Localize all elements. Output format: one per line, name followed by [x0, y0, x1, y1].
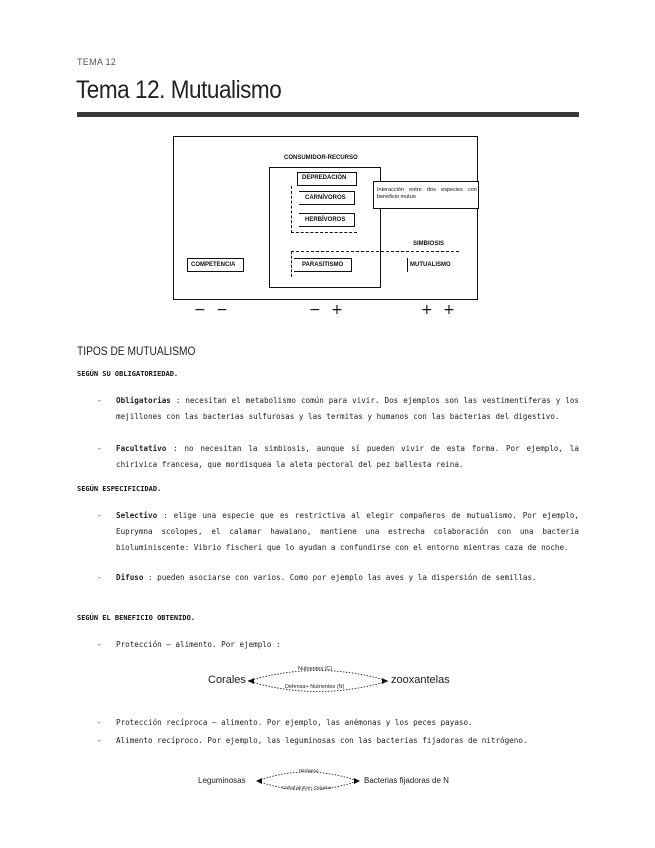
bullet-dash: -	[97, 444, 102, 453]
bullet-dash: -	[97, 573, 102, 582]
item-text: : no necesitan la simbiosis, aunque sí pueden vivir de esta forma. Por ejemplo, la chirivica francesa, que mordisquea la aleta pectoral del pez ballesta reina.	[116, 444, 579, 469]
bullet-dash: -	[97, 640, 102, 649]
label-competencia: COMPETENCIA	[191, 262, 236, 268]
bullet-dash: -	[97, 736, 102, 745]
heading-beneficio: SEGÚN EL BENEFICIO OBTENIDO.	[77, 614, 196, 622]
note-text: Interacción entre dos especies con beneficio mutuo	[377, 187, 477, 200]
arrow-top	[258, 772, 358, 781]
label-parasitismo: PARASITISMO	[302, 262, 344, 268]
label-depredacion: DEPREDACIÓN	[302, 175, 347, 181]
section-title: TIPOS DE MUTUALISMO	[77, 344, 196, 358]
label-simbiosis: SIMBIOSIS	[413, 241, 445, 247]
flow1-top: Nutrientes (C)	[298, 666, 333, 672]
list-item	[97, 637, 579, 653]
flow1-left: Corales	[208, 674, 246, 686]
list-item	[97, 570, 579, 586]
tema-label: TEMA 12	[77, 57, 117, 67]
heading-especificidad: SEGÚN ESPECIFICIDAD.	[77, 485, 162, 493]
page-title: Tema 12. Mutualismo	[76, 76, 282, 104]
list-item	[97, 508, 579, 556]
label-mutualismo: MUTUALISMO	[410, 262, 451, 268]
list-item	[97, 715, 579, 731]
axis-negative: − −	[194, 302, 231, 318]
item-text: Protección – alimento. Por ejemplo :	[116, 640, 281, 649]
term: Selectivo	[116, 511, 158, 520]
label-herbivoros: HERBÍVOROS	[305, 217, 346, 223]
arrow-top	[248, 671, 388, 682]
flow2-top: Nitrógeno	[299, 768, 319, 773]
term: Difuso	[116, 573, 144, 582]
bullet-dash: -	[97, 511, 102, 520]
title-rule	[77, 112, 579, 117]
arrowhead-left	[256, 778, 262, 784]
list-item	[97, 393, 579, 425]
item-text: : necesitan el metabolismo común para vivir. Dos ejemplos son las vestimentíferas y los mejillones con las bacterias sulfurosas y las termitas y humanos con las bacterias del digestivo.	[116, 396, 579, 421]
item-text: : elige una especie que es restrictiva al elegir compañeros de mutualismo. Por ejemplo, Euprymna scolopes, el calamar hawaiano, mantiene una estrecha colaboración con una bacteria bioluminiscente: Vibrio fischeri que lo ayudan a confundirse con el entorno mientras caza de noche.	[116, 511, 579, 552]
arrowhead-left	[248, 678, 254, 684]
term: Obligatorias	[116, 396, 171, 405]
item-text: Protección recíproca – alimento. Por ejemplo, las anémonas y los peces payaso.	[116, 718, 473, 727]
flow2-left: Leguminosas	[198, 776, 246, 785]
flow2-right: Bacterias fijadoras de N	[364, 776, 449, 785]
interaction-diagram	[173, 136, 478, 300]
arrowhead-right	[382, 678, 388, 684]
flow2-bottom: Carbohidratos+ Oxígeno	[282, 785, 332, 790]
term: Facultativo	[116, 444, 167, 453]
item-text: Alimento recíproco. Por ejemplo, las leguminosas con las bacterias fijadoras de nitrógeno.	[116, 736, 528, 745]
item-text: : pueden asociarse con varios. Como por ejemplo las aves y la dispersión de semillas.	[143, 573, 537, 582]
label-consumidor-recurso: CONSUMIDOR-RECURSO	[284, 155, 358, 161]
flow1-bottom: Defensa+ Nutrientes (N)	[285, 684, 345, 690]
flow1-right: zooxantelas	[391, 674, 450, 686]
axis-positive: + +	[421, 302, 458, 318]
bullet-dash: -	[97, 718, 102, 727]
list-item	[97, 441, 579, 473]
list-item	[97, 733, 579, 749]
label-carnivoros: CARNÍVOROS	[305, 195, 346, 201]
arrowhead-right	[354, 778, 360, 784]
axis-mixed: − +	[309, 302, 346, 318]
heading-obligatoriedad: SEGÚN SU OBLIGATORIEDAD.	[77, 370, 179, 378]
bullet-dash: -	[97, 396, 102, 405]
